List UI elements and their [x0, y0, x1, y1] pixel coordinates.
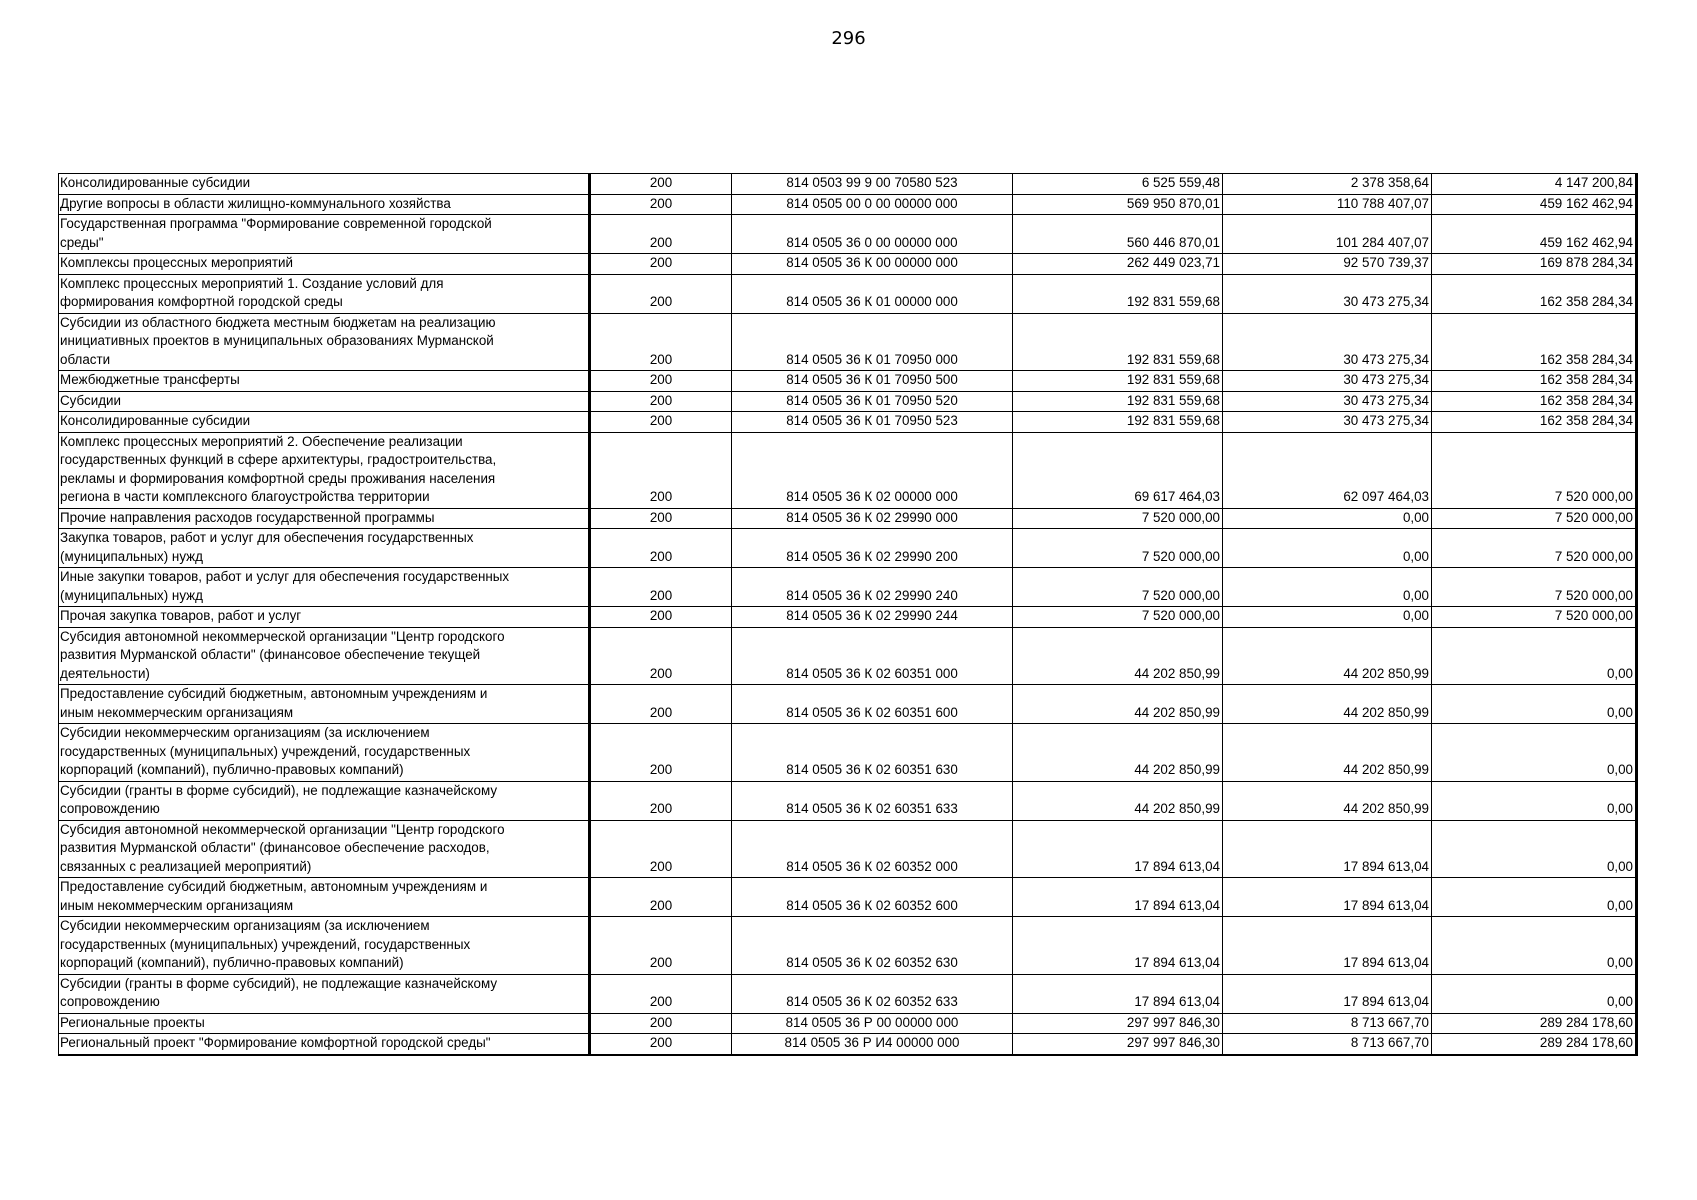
row-budget-code-cell: 814 0505 36 К 02 29990 240	[732, 568, 1013, 607]
row-approved-amount-cell: 192 831 559,68	[1013, 391, 1223, 412]
row-budget-code-cell: 814 0505 36 К 02 29990 244	[732, 607, 1013, 628]
row-line-code-cell: 200	[590, 781, 732, 820]
page-number: 296	[831, 28, 866, 49]
row-approved-amount-cell: 44 202 850,99	[1013, 781, 1223, 820]
row-line-code-cell: 200	[590, 254, 732, 275]
row-line-code-cell: 200	[590, 215, 732, 254]
table-row	[59, 529, 1637, 568]
row-approved-amount-cell: 44 202 850,99	[1013, 724, 1223, 782]
row-budget-code-cell: 814 0503 99 9 00 70580 523	[732, 174, 1013, 195]
row-unexecuted-amount-cell: 0,00	[1432, 685, 1637, 724]
row-name-cell: Комплексы процессных мероприятий	[59, 254, 590, 275]
row-name-cell: Субсидии некоммерческим организациям (за исключением государственных (муниципальных) учреждений, государственных корпораций (компаний), публично-правовых компаний)	[59, 917, 590, 975]
row-name-cell: Другие вопросы в области жилищно-коммунального хозяйства	[59, 194, 590, 215]
table-row	[59, 974, 1637, 1013]
row-unexecuted-amount-cell: 162 358 284,34	[1432, 371, 1637, 392]
table-row	[59, 391, 1637, 412]
row-line-code-cell: 200	[590, 974, 732, 1013]
row-line-code-cell: 200	[590, 627, 732, 685]
table-row	[59, 371, 1637, 392]
table-row	[59, 174, 1637, 195]
row-line-code-cell: 200	[590, 607, 732, 628]
row-executed-amount-cell: 30 473 275,34	[1223, 313, 1432, 371]
row-unexecuted-amount-cell: 7 520 000,00	[1432, 529, 1637, 568]
table-row	[59, 724, 1637, 782]
row-unexecuted-amount-cell: 7 520 000,00	[1432, 607, 1637, 628]
row-executed-amount-cell: 30 473 275,34	[1223, 391, 1432, 412]
row-name-cell: Закупка товаров, работ и услуг для обеспечения государственных (муниципальных) нужд	[59, 529, 590, 568]
table-row	[59, 274, 1637, 313]
row-budget-code-cell: 814 0505 36 К 02 60352 000	[732, 820, 1013, 878]
row-name-cell: Субсидии (гранты в форме субсидий), не подлежащие казначейскому сопровождению	[59, 781, 590, 820]
row-name-cell: Региональные проекты	[59, 1013, 590, 1034]
row-name-cell: Прочая закупка товаров, работ и услуг	[59, 607, 590, 628]
row-budget-code-cell: 814 0505 36 К 01 70950 523	[732, 412, 1013, 433]
row-unexecuted-amount-cell: 7 520 000,00	[1432, 508, 1637, 529]
row-executed-amount-cell: 17 894 613,04	[1223, 917, 1432, 975]
row-budget-code-cell: 814 0505 36 К 02 00000 000	[732, 432, 1013, 508]
row-line-code-cell: 200	[590, 724, 732, 782]
row-executed-amount-cell: 92 570 739,37	[1223, 254, 1432, 275]
row-unexecuted-amount-cell: 0,00	[1432, 781, 1637, 820]
row-approved-amount-cell: 192 831 559,68	[1013, 274, 1223, 313]
row-name-cell: Субсидия автономной некоммерческой организации "Центр городского развития Мурманской области" (финансовое обеспечение расходов, связанных с реализацией мероприятий)	[59, 820, 590, 878]
row-approved-amount-cell: 44 202 850,99	[1013, 627, 1223, 685]
row-budget-code-cell: 814 0505 36 К 02 60351 633	[732, 781, 1013, 820]
table-row	[59, 685, 1637, 724]
row-name-cell: Предоставление субсидий бюджетным, автономным учреждениям и иным некоммерческим организациям	[59, 878, 590, 917]
row-approved-amount-cell: 7 520 000,00	[1013, 607, 1223, 628]
row-line-code-cell: 200	[590, 432, 732, 508]
row-unexecuted-amount-cell: 0,00	[1432, 627, 1637, 685]
row-line-code-cell: 200	[590, 820, 732, 878]
row-line-code-cell: 200	[590, 194, 732, 215]
row-budget-code-cell: 814 0505 36 К 02 60352 600	[732, 878, 1013, 917]
row-budget-code-cell: 814 0505 36 К 01 70950 500	[732, 371, 1013, 392]
row-approved-amount-cell: 6 525 559,48	[1013, 174, 1223, 195]
row-executed-amount-cell: 30 473 275,34	[1223, 371, 1432, 392]
table-row	[59, 1013, 1637, 1034]
row-budget-code-cell: 814 0505 36 К 01 00000 000	[732, 274, 1013, 313]
row-budget-code-cell: 814 0505 36 К 02 60351 600	[732, 685, 1013, 724]
row-name-cell: Субсидии некоммерческим организациям (за исключением государственных (муниципальных) учреждений, государственных корпораций (компаний), публично-правовых компаний)	[59, 724, 590, 782]
row-unexecuted-amount-cell: 7 520 000,00	[1432, 432, 1637, 508]
row-executed-amount-cell: 2 378 358,64	[1223, 174, 1432, 195]
row-approved-amount-cell: 7 520 000,00	[1013, 508, 1223, 529]
row-unexecuted-amount-cell: 289 284 178,60	[1432, 1013, 1637, 1034]
row-executed-amount-cell: 0,00	[1223, 607, 1432, 628]
table-row	[59, 1034, 1637, 1055]
row-executed-amount-cell: 17 894 613,04	[1223, 878, 1432, 917]
row-executed-amount-cell: 101 284 407,07	[1223, 215, 1432, 254]
row-unexecuted-amount-cell: 4 147 200,84	[1432, 174, 1637, 195]
row-budget-code-cell: 814 0505 36 К 02 60351 630	[732, 724, 1013, 782]
row-approved-amount-cell: 262 449 023,71	[1013, 254, 1223, 275]
row-line-code-cell: 200	[590, 568, 732, 607]
row-executed-amount-cell: 44 202 850,99	[1223, 685, 1432, 724]
row-unexecuted-amount-cell: 7 520 000,00	[1432, 568, 1637, 607]
row-budget-code-cell: 814 0505 00 0 00 00000 000	[732, 194, 1013, 215]
row-budget-code-cell: 814 0505 36 К 02 60352 630	[732, 917, 1013, 975]
row-unexecuted-amount-cell: 289 284 178,60	[1432, 1034, 1637, 1055]
row-executed-amount-cell: 62 097 464,03	[1223, 432, 1432, 508]
row-line-code-cell: 200	[590, 174, 732, 195]
row-budget-code-cell: 814 0505 36 К 01 70950 520	[732, 391, 1013, 412]
row-budget-code-cell: 814 0505 36 К 02 29990 200	[732, 529, 1013, 568]
row-unexecuted-amount-cell: 0,00	[1432, 974, 1637, 1013]
row-line-code-cell: 200	[590, 1013, 732, 1034]
row-approved-amount-cell: 69 617 464,03	[1013, 432, 1223, 508]
table-row	[59, 313, 1637, 371]
row-approved-amount-cell: 7 520 000,00	[1013, 568, 1223, 607]
row-budget-code-cell: 814 0505 36 0 00 00000 000	[732, 215, 1013, 254]
row-executed-amount-cell: 44 202 850,99	[1223, 627, 1432, 685]
row-name-cell: Консолидированные субсидии	[59, 412, 590, 433]
row-unexecuted-amount-cell: 0,00	[1432, 917, 1637, 975]
row-approved-amount-cell: 17 894 613,04	[1013, 917, 1223, 975]
row-approved-amount-cell: 192 831 559,68	[1013, 412, 1223, 433]
row-budget-code-cell: 814 0505 36 К 02 60352 633	[732, 974, 1013, 1013]
row-unexecuted-amount-cell: 0,00	[1432, 878, 1637, 917]
row-budget-code-cell: 814 0505 36 Р И4 00000 000	[732, 1034, 1013, 1055]
row-line-code-cell: 200	[590, 685, 732, 724]
row-approved-amount-cell: 297 997 846,30	[1013, 1034, 1223, 1055]
row-executed-amount-cell: 44 202 850,99	[1223, 724, 1432, 782]
row-budget-code-cell: 814 0505 36 К 01 70950 000	[732, 313, 1013, 371]
row-line-code-cell: 200	[590, 313, 732, 371]
row-line-code-cell: 200	[590, 391, 732, 412]
row-unexecuted-amount-cell: 162 358 284,34	[1432, 274, 1637, 313]
row-approved-amount-cell: 7 520 000,00	[1013, 529, 1223, 568]
row-approved-amount-cell: 17 894 613,04	[1013, 974, 1223, 1013]
row-line-code-cell: 200	[590, 917, 732, 975]
row-name-cell: Субсидии (гранты в форме субсидий), не подлежащие казначейскому сопровождению	[59, 974, 590, 1013]
table-row	[59, 820, 1637, 878]
row-unexecuted-amount-cell: 162 358 284,34	[1432, 391, 1637, 412]
row-budget-code-cell: 814 0505 36 К 02 60351 000	[732, 627, 1013, 685]
row-unexecuted-amount-cell: 0,00	[1432, 724, 1637, 782]
row-executed-amount-cell: 0,00	[1223, 568, 1432, 607]
table-row	[59, 878, 1637, 917]
row-executed-amount-cell: 30 473 275,34	[1223, 274, 1432, 313]
row-unexecuted-amount-cell: 162 358 284,34	[1432, 313, 1637, 371]
table-row	[59, 607, 1637, 628]
row-approved-amount-cell: 192 831 559,68	[1013, 371, 1223, 392]
table-row	[59, 215, 1637, 254]
row-executed-amount-cell: 0,00	[1223, 508, 1432, 529]
row-approved-amount-cell: 297 997 846,30	[1013, 1013, 1223, 1034]
row-budget-code-cell: 814 0505 36 К 00 00000 000	[732, 254, 1013, 275]
row-executed-amount-cell: 0,00	[1223, 529, 1432, 568]
row-executed-amount-cell: 17 894 613,04	[1223, 974, 1432, 1013]
row-approved-amount-cell: 192 831 559,68	[1013, 313, 1223, 371]
row-unexecuted-amount-cell: 459 162 462,94	[1432, 215, 1637, 254]
row-name-cell: Комплекс процессных мероприятий 2. Обеспечение реализации государственных функций в сфере архитектуры, градостроительства, рекламы и формирования комфортной среды проживания населения региона в части комплексного благоустройства территории	[59, 432, 590, 508]
table-row	[59, 508, 1637, 529]
row-executed-amount-cell: 110 788 407,07	[1223, 194, 1432, 215]
row-unexecuted-amount-cell: 0,00	[1432, 820, 1637, 878]
row-unexecuted-amount-cell: 169 878 284,34	[1432, 254, 1637, 275]
table-row	[59, 627, 1637, 685]
table-row	[59, 568, 1637, 607]
row-approved-amount-cell: 44 202 850,99	[1013, 685, 1223, 724]
row-name-cell: Прочие направления расходов государственной программы	[59, 508, 590, 529]
row-line-code-cell: 200	[590, 371, 732, 392]
table-row	[59, 412, 1637, 433]
row-executed-amount-cell: 8 713 667,70	[1223, 1013, 1432, 1034]
table-row	[59, 917, 1637, 975]
row-line-code-cell: 200	[590, 274, 732, 313]
row-name-cell: Межбюджетные трансферты	[59, 371, 590, 392]
row-name-cell: Иные закупки товаров, работ и услуг для обеспечения государственных (муниципальных) нужд	[59, 568, 590, 607]
row-budget-code-cell: 814 0505 36 К 02 29990 000	[732, 508, 1013, 529]
row-name-cell: Консолидированные субсидии	[59, 174, 590, 195]
row-executed-amount-cell: 30 473 275,34	[1223, 412, 1432, 433]
row-line-code-cell: 200	[590, 529, 732, 568]
row-budget-code-cell: 814 0505 36 Р 00 00000 000	[732, 1013, 1013, 1034]
row-executed-amount-cell: 17 894 613,04	[1223, 820, 1432, 878]
table-row	[59, 432, 1637, 508]
row-approved-amount-cell: 17 894 613,04	[1013, 820, 1223, 878]
table-body	[59, 174, 1637, 1055]
row-unexecuted-amount-cell: 162 358 284,34	[1432, 412, 1637, 433]
row-name-cell: Комплекс процессных мероприятий 1. Создание условий для формирования комфортной городской среды	[59, 274, 590, 313]
row-approved-amount-cell: 17 894 613,04	[1013, 878, 1223, 917]
row-approved-amount-cell: 569 950 870,01	[1013, 194, 1223, 215]
row-line-code-cell: 200	[590, 878, 732, 917]
row-executed-amount-cell: 44 202 850,99	[1223, 781, 1432, 820]
table-row	[59, 781, 1637, 820]
row-name-cell: Региональный проект "Формирование комфортной городской среды"	[59, 1034, 590, 1055]
row-executed-amount-cell: 8 713 667,70	[1223, 1034, 1432, 1055]
row-line-code-cell: 200	[590, 412, 732, 433]
table-row	[59, 254, 1637, 275]
row-name-cell: Субсидия автономной некоммерческой организации "Центр городского развития Мурманской области" (финансовое обеспечение текущей деятельности)	[59, 627, 590, 685]
row-approved-amount-cell: 560 446 870,01	[1013, 215, 1223, 254]
row-unexecuted-amount-cell: 459 162 462,94	[1432, 194, 1637, 215]
budget-execution-table	[58, 173, 1638, 1056]
table-row	[59, 194, 1637, 215]
row-name-cell: Государственная программа "Формирование современной городской среды"	[59, 215, 590, 254]
row-line-code-cell: 200	[590, 508, 732, 529]
row-name-cell: Субсидии из областного бюджета местным бюджетам на реализацию инициативных проектов в муниципальных образованиях Мурманской области	[59, 313, 590, 371]
row-line-code-cell: 200	[590, 1034, 732, 1055]
row-name-cell: Субсидии	[59, 391, 590, 412]
row-name-cell: Предоставление субсидий бюджетным, автономным учреждениям и иным некоммерческим организациям	[59, 685, 590, 724]
